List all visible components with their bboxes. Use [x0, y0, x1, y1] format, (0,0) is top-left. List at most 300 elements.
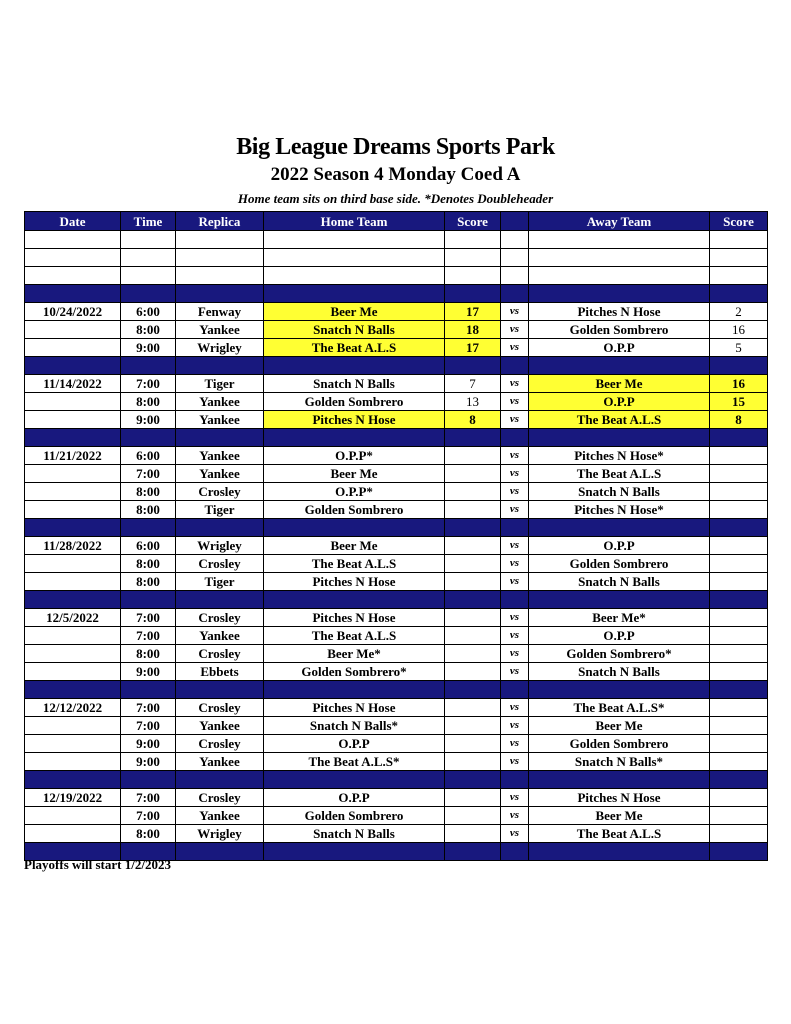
empty-cell: [529, 249, 710, 267]
game-row: [25, 501, 768, 519]
game-row: [25, 699, 768, 717]
home-score-cell: [445, 807, 501, 825]
home-score-cell: [445, 465, 501, 483]
away-score-cell: [710, 663, 768, 681]
vs-cell: vs: [501, 789, 529, 807]
game-row: [25, 375, 768, 393]
separator-cell: [176, 591, 264, 609]
separator-cell: [445, 429, 501, 447]
date-cell: [25, 465, 121, 483]
empty-cell: [121, 267, 176, 285]
blank-row: [25, 231, 768, 249]
home-team-cell: Snatch N Balls*: [264, 717, 445, 735]
separator-cell: [121, 771, 176, 789]
home-team-cell: Pitches N Hose: [264, 699, 445, 717]
away-score-cell: [710, 699, 768, 717]
away-score-cell: 16: [710, 375, 768, 393]
blank-row: [25, 267, 768, 285]
date-cell: 12/19/2022: [25, 789, 121, 807]
separator-cell: [445, 771, 501, 789]
game-row: [25, 627, 768, 645]
vs-cell: vs: [501, 555, 529, 573]
replica-field-cell: Yankee: [176, 411, 264, 429]
time-cell: 6:00: [121, 303, 176, 321]
away-team-cell: O.P.P: [529, 339, 710, 357]
game-row: [25, 609, 768, 627]
home-score-cell: 17: [445, 339, 501, 357]
home-team-cell: Beer Me: [264, 537, 445, 555]
time-cell: 8:00: [121, 825, 176, 843]
time-cell: 7:00: [121, 465, 176, 483]
col-header-away-team: Away Team: [529, 212, 710, 231]
vs-cell: vs: [501, 339, 529, 357]
date-cell: [25, 825, 121, 843]
blank-row: [25, 249, 768, 267]
separator-cell: [710, 429, 768, 447]
separator-cell: [264, 357, 445, 375]
replica-field-cell: Yankee: [176, 717, 264, 735]
col-header-home-team: Home Team: [264, 212, 445, 231]
date-cell: [25, 663, 121, 681]
separator-cell: [501, 681, 529, 699]
separator-cell: [529, 429, 710, 447]
replica-field-cell: Crosley: [176, 555, 264, 573]
home-team-cell: Pitches N Hose: [264, 411, 445, 429]
separator-cell: [445, 285, 501, 303]
time-cell: 7:00: [121, 789, 176, 807]
home-team-cell: Beer Me: [264, 303, 445, 321]
time-cell: 8:00: [121, 393, 176, 411]
time-cell: 9:00: [121, 735, 176, 753]
replica-field-cell: Tiger: [176, 501, 264, 519]
home-score-cell: [445, 447, 501, 465]
col-header-away-score: Score: [710, 212, 768, 231]
home-score-cell: [445, 735, 501, 753]
separator-cell: [445, 519, 501, 537]
home-team-cell: The Beat A.L.S*: [264, 753, 445, 771]
away-team-cell: Beer Me*: [529, 609, 710, 627]
separator-cell: [264, 285, 445, 303]
week-separator-row: [25, 771, 768, 789]
separator-cell: [121, 285, 176, 303]
date-cell: [25, 393, 121, 411]
time-cell: 9:00: [121, 753, 176, 771]
separator-cell: [501, 285, 529, 303]
time-cell: 8:00: [121, 645, 176, 663]
replica-field-cell: Wrigley: [176, 825, 264, 843]
date-cell: 11/28/2022: [25, 537, 121, 555]
game-row: [25, 537, 768, 555]
empty-cell: [445, 231, 501, 249]
game-row: [25, 411, 768, 429]
date-cell: [25, 573, 121, 591]
empty-cell: [529, 267, 710, 285]
separator-cell: [529, 771, 710, 789]
time-cell: 8:00: [121, 501, 176, 519]
away-score-cell: [710, 555, 768, 573]
table-header-row: [25, 212, 768, 231]
away-team-cell: O.P.P: [529, 393, 710, 411]
away-score-cell: 16: [710, 321, 768, 339]
away-score-cell: [710, 483, 768, 501]
time-cell: 7:00: [121, 717, 176, 735]
time-cell: 7:00: [121, 807, 176, 825]
date-cell: 11/14/2022: [25, 375, 121, 393]
separator-cell: [176, 285, 264, 303]
away-score-cell: [710, 645, 768, 663]
separator-cell: [501, 771, 529, 789]
separator-cell: [25, 357, 121, 375]
date-cell: [25, 339, 121, 357]
home-team-cell: Golden Sombrero: [264, 501, 445, 519]
replica-field-cell: Crosley: [176, 609, 264, 627]
away-team-cell: The Beat A.L.S*: [529, 699, 710, 717]
game-row: [25, 645, 768, 663]
home-score-cell: [445, 627, 501, 645]
game-row: [25, 807, 768, 825]
replica-field-cell: Yankee: [176, 447, 264, 465]
empty-cell: [25, 267, 121, 285]
col-header-replica: Replica: [176, 212, 264, 231]
game-row: [25, 303, 768, 321]
empty-cell: [445, 249, 501, 267]
separator-cell: [445, 843, 501, 861]
separator-cell: [529, 591, 710, 609]
home-score-cell: 18: [445, 321, 501, 339]
away-team-cell: The Beat A.L.S: [529, 465, 710, 483]
time-cell: 8:00: [121, 483, 176, 501]
game-row: [25, 447, 768, 465]
away-team-cell: Beer Me: [529, 807, 710, 825]
away-team-cell: Snatch N Balls: [529, 573, 710, 591]
separator-cell: [501, 519, 529, 537]
separator-cell: [529, 681, 710, 699]
away-score-cell: [710, 807, 768, 825]
date-cell: 10/24/2022: [25, 303, 121, 321]
empty-cell: [529, 231, 710, 249]
vs-cell: vs: [501, 753, 529, 771]
empty-cell: [176, 249, 264, 267]
vs-cell: vs: [501, 303, 529, 321]
home-team-cell: O.P.P: [264, 735, 445, 753]
home-score-cell: [445, 483, 501, 501]
away-score-cell: 8: [710, 411, 768, 429]
separator-cell: [264, 591, 445, 609]
separator-cell: [176, 429, 264, 447]
time-cell: 9:00: [121, 339, 176, 357]
home-score-cell: [445, 573, 501, 591]
vs-cell: vs: [501, 321, 529, 339]
separator-cell: [121, 591, 176, 609]
home-team-cell: The Beat A.L.S: [264, 339, 445, 357]
vs-cell: vs: [501, 447, 529, 465]
separator-cell: [25, 285, 121, 303]
away-team-cell: Golden Sombrero: [529, 321, 710, 339]
away-team-cell: Snatch N Balls: [529, 663, 710, 681]
game-row: [25, 789, 768, 807]
away-team-cell: Pitches N Hose: [529, 789, 710, 807]
game-row: [25, 735, 768, 753]
home-team-cell: Beer Me*: [264, 645, 445, 663]
separator-cell: [710, 285, 768, 303]
home-score-cell: 8: [445, 411, 501, 429]
game-row: [25, 339, 768, 357]
game-row: [25, 753, 768, 771]
away-score-cell: [710, 465, 768, 483]
vs-cell: vs: [501, 573, 529, 591]
separator-cell: [445, 591, 501, 609]
vs-cell: vs: [501, 645, 529, 663]
replica-field-cell: Yankee: [176, 807, 264, 825]
date-cell: 11/21/2022: [25, 447, 121, 465]
empty-cell: [710, 231, 768, 249]
week-separator-row: [25, 285, 768, 303]
game-row: [25, 573, 768, 591]
vs-cell: vs: [501, 501, 529, 519]
home-score-cell: [445, 645, 501, 663]
separator-cell: [121, 519, 176, 537]
separator-cell: [710, 681, 768, 699]
game-row: [25, 483, 768, 501]
game-row: [25, 555, 768, 573]
vs-cell: vs: [501, 627, 529, 645]
replica-field-cell: Crosley: [176, 735, 264, 753]
away-score-cell: 5: [710, 339, 768, 357]
away-team-cell: Pitches N Hose*: [529, 501, 710, 519]
separator-cell: [176, 681, 264, 699]
home-score-cell: 13: [445, 393, 501, 411]
home-team-cell: Golden Sombrero: [264, 393, 445, 411]
separator-cell: [25, 681, 121, 699]
replica-field-cell: Ebbets: [176, 663, 264, 681]
date-cell: [25, 321, 121, 339]
col-header-time: Time: [121, 212, 176, 231]
col-header-home-score: Score: [445, 212, 501, 231]
date-cell: 12/5/2022: [25, 609, 121, 627]
away-score-cell: [710, 753, 768, 771]
date-cell: [25, 627, 121, 645]
away-score-cell: [710, 501, 768, 519]
playoffs-note: Playoffs will start 1/2/2023: [24, 857, 171, 872]
date-cell: [25, 645, 121, 663]
replica-field-cell: Crosley: [176, 789, 264, 807]
away-score-cell: 15: [710, 393, 768, 411]
away-score-cell: [710, 717, 768, 735]
empty-cell: [25, 249, 121, 267]
replica-field-cell: Yankee: [176, 627, 264, 645]
separator-cell: [529, 519, 710, 537]
replica-field-cell: Fenway: [176, 303, 264, 321]
doubleheader-note: Home team sits on third base side. *Denotes Doubleheader: [237, 191, 554, 206]
schedule-body: [25, 231, 768, 861]
away-score-cell: [710, 735, 768, 753]
separator-cell: [176, 519, 264, 537]
vs-cell: vs: [501, 393, 529, 411]
empty-cell: [501, 267, 529, 285]
vs-cell: vs: [501, 483, 529, 501]
away-score-cell: [710, 573, 768, 591]
empty-cell: [264, 249, 445, 267]
col-header-vs: [501, 212, 529, 231]
replica-field-cell: Yankee: [176, 393, 264, 411]
away-score-cell: [710, 447, 768, 465]
away-score-cell: [710, 537, 768, 555]
schedule-table: [24, 211, 768, 861]
away-score-cell: [710, 825, 768, 843]
empty-cell: [176, 267, 264, 285]
vs-cell: vs: [501, 663, 529, 681]
separator-cell: [529, 285, 710, 303]
separator-cell: [176, 771, 264, 789]
home-team-cell: Snatch N Balls: [264, 375, 445, 393]
separator-cell: [445, 357, 501, 375]
separator-cell: [25, 591, 121, 609]
separator-cell: [264, 771, 445, 789]
empty-cell: [264, 267, 445, 285]
away-score-cell: [710, 627, 768, 645]
separator-cell: [25, 771, 121, 789]
separator-cell: [501, 357, 529, 375]
game-row: [25, 393, 768, 411]
home-score-cell: [445, 501, 501, 519]
replica-field-cell: Crosley: [176, 699, 264, 717]
date-cell: [25, 735, 121, 753]
separator-cell: [264, 519, 445, 537]
home-score-cell: [445, 555, 501, 573]
empty-cell: [176, 231, 264, 249]
home-score-cell: [445, 717, 501, 735]
time-cell: 8:00: [121, 555, 176, 573]
home-score-cell: [445, 537, 501, 555]
away-team-cell: Golden Sombrero: [529, 735, 710, 753]
separator-cell: [710, 519, 768, 537]
separator-cell: [176, 357, 264, 375]
vs-cell: vs: [501, 717, 529, 735]
separator-cell: [501, 591, 529, 609]
week-separator-row: [25, 519, 768, 537]
game-row: [25, 663, 768, 681]
date-cell: [25, 717, 121, 735]
date-cell: [25, 501, 121, 519]
separator-cell: [529, 843, 710, 861]
game-row: [25, 465, 768, 483]
time-cell: 6:00: [121, 537, 176, 555]
replica-field-cell: Tiger: [176, 375, 264, 393]
time-cell: 7:00: [121, 627, 176, 645]
date-cell: [25, 483, 121, 501]
vs-cell: vs: [501, 537, 529, 555]
separator-cell: [710, 771, 768, 789]
separator-cell: [710, 591, 768, 609]
col-header-date: Date: [25, 212, 121, 231]
empty-cell: [264, 231, 445, 249]
away-score-cell: [710, 609, 768, 627]
time-cell: 8:00: [121, 321, 176, 339]
home-team-cell: Snatch N Balls: [264, 825, 445, 843]
away-team-cell: Golden Sombrero: [529, 555, 710, 573]
empty-cell: [710, 249, 768, 267]
away-team-cell: Snatch N Balls: [529, 483, 710, 501]
week-separator-row: [25, 681, 768, 699]
replica-field-cell: Yankee: [176, 465, 264, 483]
home-score-cell: [445, 789, 501, 807]
week-separator-row: [25, 357, 768, 375]
home-score-cell: [445, 699, 501, 717]
separator-cell: [25, 519, 121, 537]
away-team-cell: O.P.P: [529, 627, 710, 645]
replica-field-cell: Yankee: [176, 753, 264, 771]
home-score-cell: [445, 609, 501, 627]
home-score-cell: [445, 663, 501, 681]
replica-field-cell: Tiger: [176, 573, 264, 591]
away-team-cell: Golden Sombrero*: [529, 645, 710, 663]
home-team-cell: Pitches N Hose: [264, 573, 445, 591]
game-row: [25, 717, 768, 735]
home-score-cell: 7: [445, 375, 501, 393]
home-team-cell: Golden Sombrero: [264, 807, 445, 825]
week-separator-row: [25, 591, 768, 609]
vs-cell: vs: [501, 735, 529, 753]
home-team-cell: Golden Sombrero*: [264, 663, 445, 681]
page-title: Big League Dreams Sports Park: [236, 134, 555, 160]
empty-cell: [710, 267, 768, 285]
time-cell: 7:00: [121, 375, 176, 393]
separator-cell: [710, 843, 768, 861]
empty-cell: [501, 231, 529, 249]
away-team-cell: The Beat A.L.S: [529, 825, 710, 843]
home-team-cell: The Beat A.L.S: [264, 627, 445, 645]
away-score-cell: 2: [710, 303, 768, 321]
separator-cell: [501, 843, 529, 861]
time-cell: 9:00: [121, 663, 176, 681]
page-subtitle: 2022 Season 4 Monday Coed A: [270, 164, 521, 185]
time-cell: 9:00: [121, 411, 176, 429]
replica-field-cell: Wrigley: [176, 339, 264, 357]
vs-cell: vs: [501, 807, 529, 825]
home-team-cell: O.P.P: [264, 789, 445, 807]
vs-cell: vs: [501, 699, 529, 717]
home-score-cell: [445, 753, 501, 771]
empty-cell: [121, 231, 176, 249]
separator-cell: [176, 843, 264, 861]
time-cell: 8:00: [121, 573, 176, 591]
away-team-cell: The Beat A.L.S: [529, 411, 710, 429]
game-row: [25, 825, 768, 843]
vs-cell: vs: [501, 465, 529, 483]
away-team-cell: Pitches N Hose*: [529, 447, 710, 465]
separator-cell: [710, 357, 768, 375]
home-team-cell: O.P.P*: [264, 447, 445, 465]
separator-cell: [121, 429, 176, 447]
empty-cell: [445, 267, 501, 285]
replica-field-cell: Yankee: [176, 321, 264, 339]
separator-cell: [445, 681, 501, 699]
date-cell: [25, 753, 121, 771]
replica-field-cell: Crosley: [176, 483, 264, 501]
replica-field-cell: Crosley: [176, 645, 264, 663]
empty-cell: [25, 231, 121, 249]
away-team-cell: O.P.P: [529, 537, 710, 555]
separator-cell: [121, 681, 176, 699]
time-cell: 7:00: [121, 609, 176, 627]
vs-cell: vs: [501, 411, 529, 429]
empty-cell: [121, 249, 176, 267]
date-cell: 12/12/2022: [25, 699, 121, 717]
home-score-cell: 17: [445, 303, 501, 321]
vs-cell: vs: [501, 825, 529, 843]
separator-cell: [264, 429, 445, 447]
replica-field-cell: Wrigley: [176, 537, 264, 555]
